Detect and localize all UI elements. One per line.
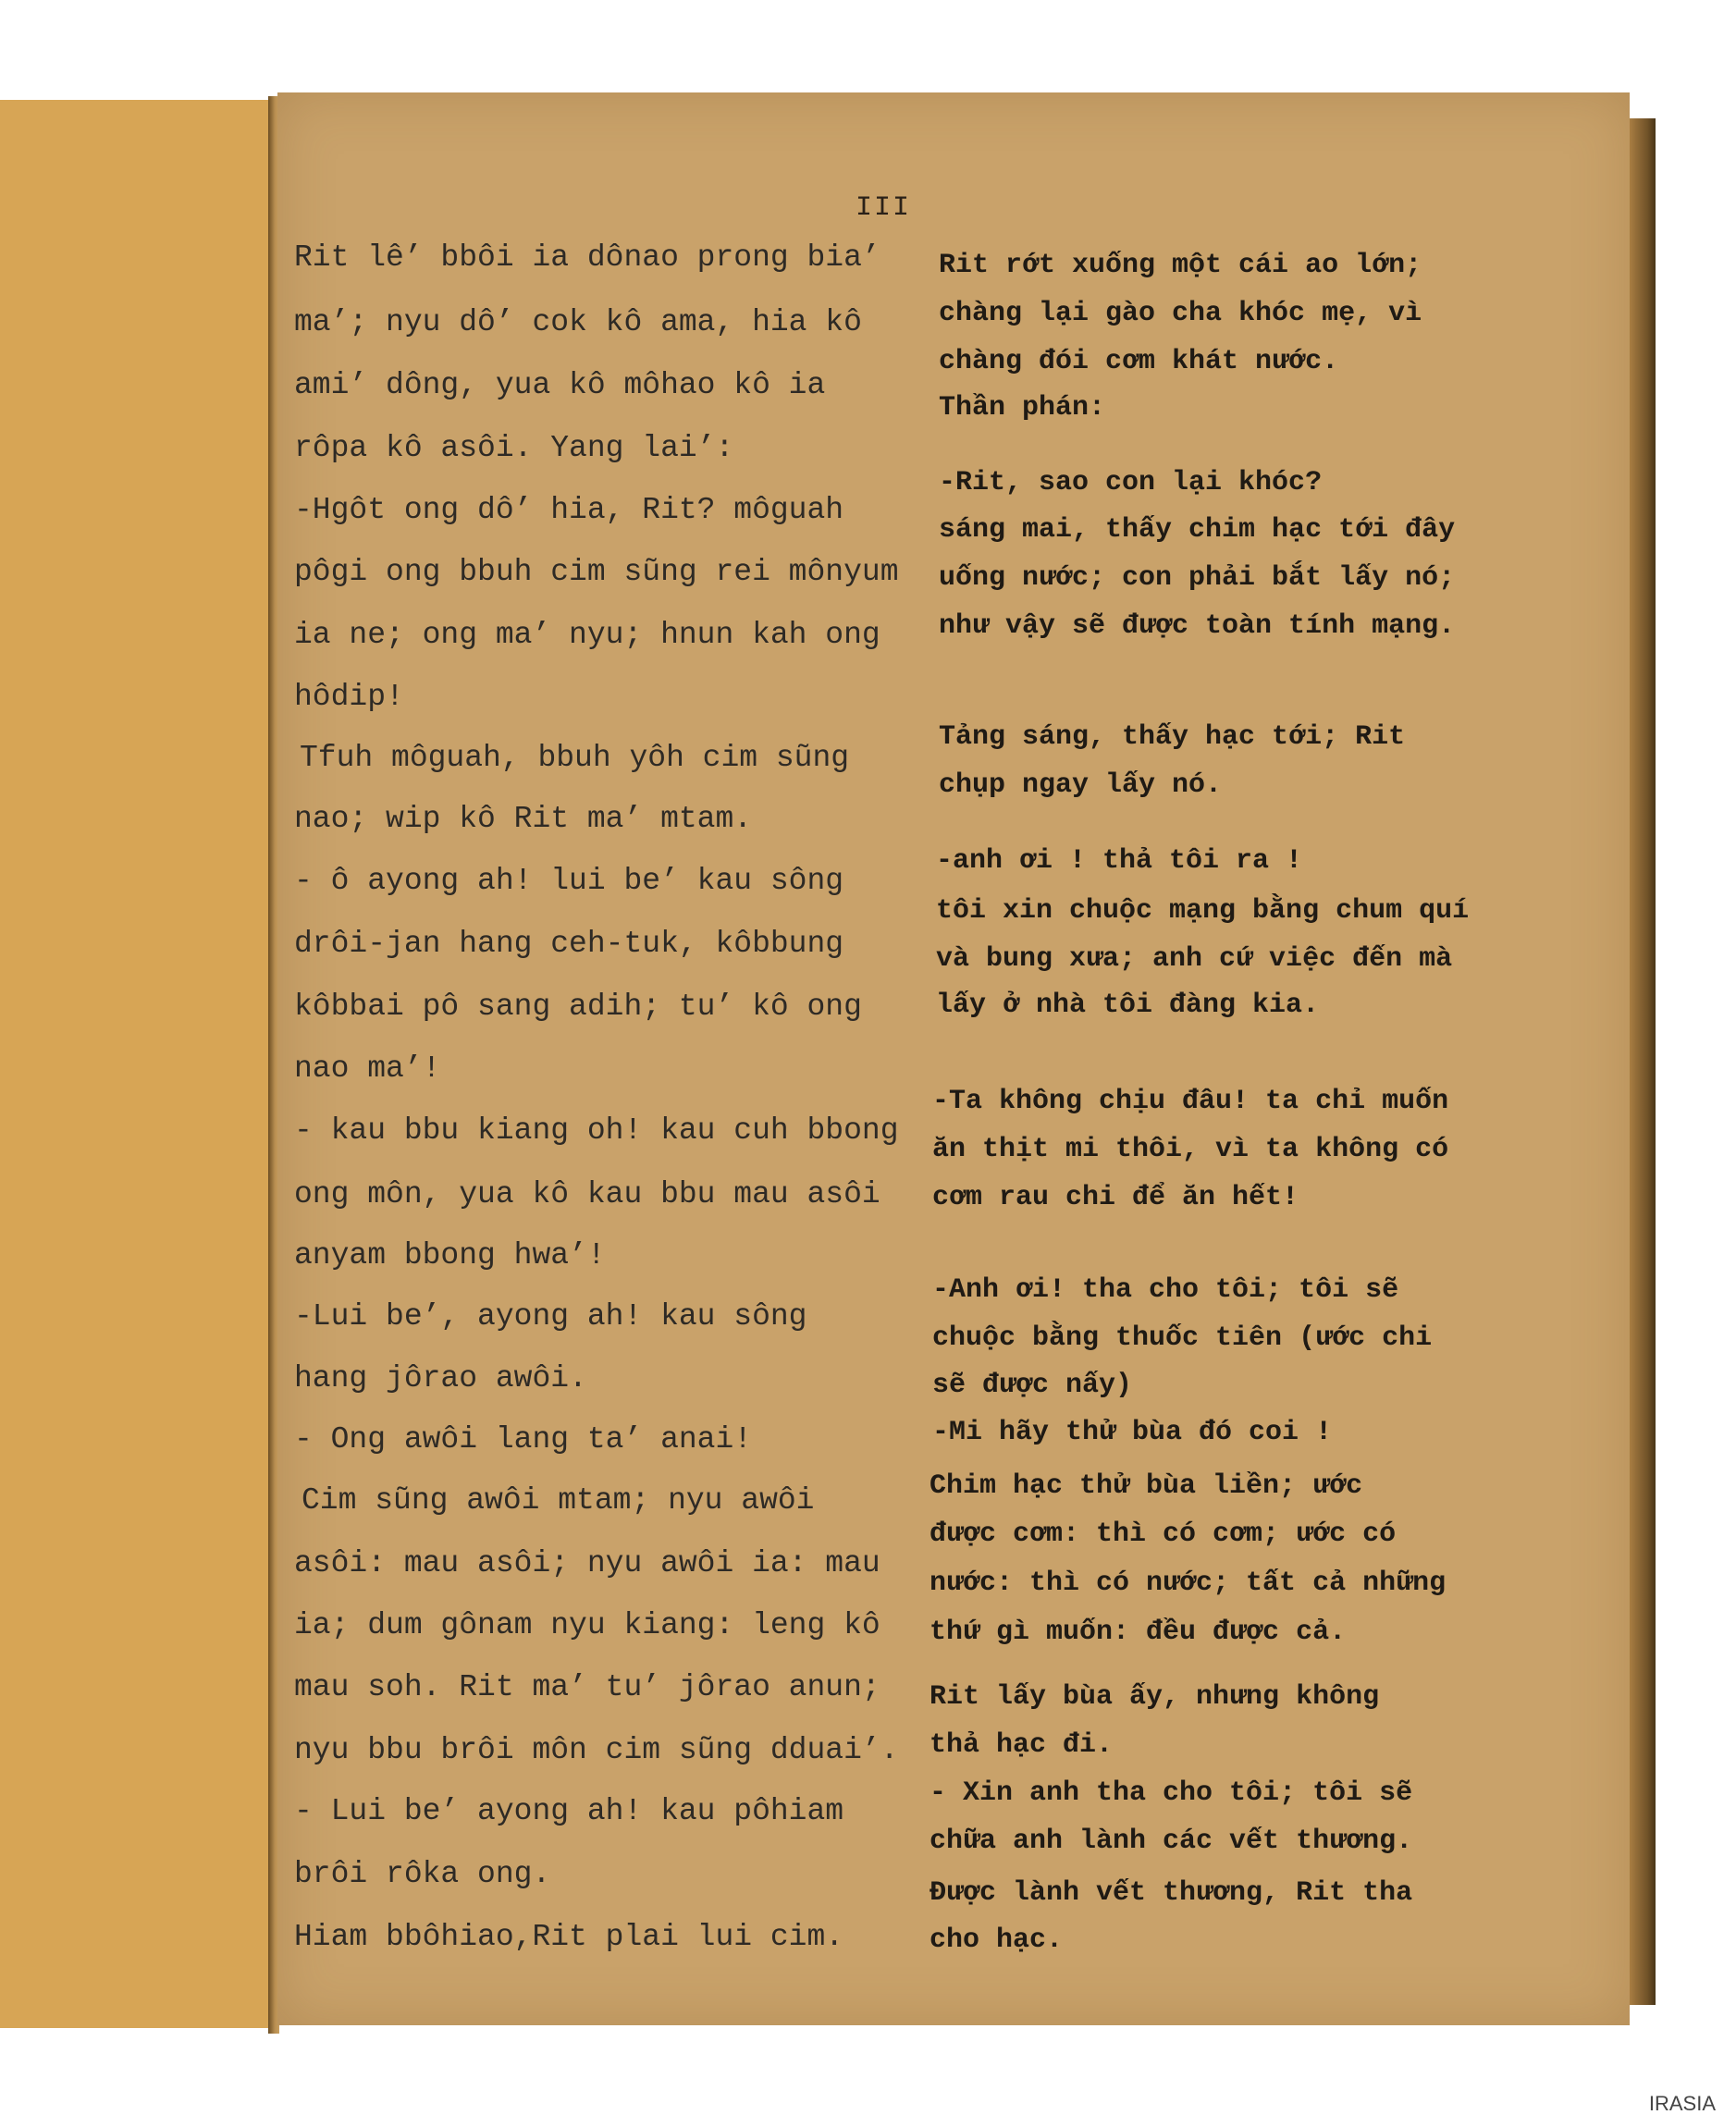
right_column-line: -Mi hãy thử bùa đó coi ! [932,1417,1333,1448]
left_column-line: drôi-jan hang ceh-tuk, kôbbung [294,927,844,961]
left_column-line: Hiam bbôhiao,Rit plai lui cim. [294,1920,844,1954]
left_column-line: nao ma’! [294,1051,441,1086]
right_column-line: uống nước; con phải bắt lấy nó; [939,562,1456,594]
left_column-line: mau soh. Rit ma’ tu’ jôrao anun; [294,1670,880,1704]
left_column-line: anyam bbong hwa’! [294,1238,606,1273]
left_column-line: - Lui be’ ayong ah! kau pôhiam [294,1794,844,1828]
page-number: III [856,192,912,224]
right_column-line: chuộc bằng thuốc tiên (ước chi [932,1322,1433,1354]
right_column-line: - Xin anh tha cho tôi; tôi sẽ [930,1777,1413,1809]
left_column-line: ma’; nyu dô’ cok kô ama, hia kô [294,305,862,339]
left_column-line: Tfuh môguah, bbuh yôh cim sũng [300,741,850,775]
page-edge [1630,118,1656,2005]
left_column-line: pôgi ong bbuh cim sũng rei mônyum [294,555,899,589]
left-page [0,100,271,2028]
left_column-line: rôpa kô asôi. Yang lai’: [294,431,734,465]
right_column-line: sáng mai, thấy chim hạc tới đây [939,514,1456,546]
right_column-line: sẽ được nấy) [932,1370,1133,1401]
right_column-line: lấy ở nhà tôi đàng kia. [936,990,1320,1021]
left_column-line: hang jôrao awôi. [294,1361,587,1395]
left_column-line: ia ne; ong ma’ nyu; hnun kah ong [294,618,880,652]
right_column-line: cho hạc. [930,1924,1064,1956]
right_column-line: tôi xin chuộc mạng bằng chum quí [936,895,1470,927]
left_column-line: -Lui be’, ayong ah! kau sông [294,1299,807,1334]
right_column-line: -anh ơi ! thả tôi ra ! [936,845,1303,877]
left_column-line: - Ong awôi lang ta’ anai! [294,1422,753,1457]
left_column-line: asôi: mau asôi; nyu awôi ia: mau [294,1546,880,1580]
left_column-line: ong môn, yua kô kau bbu mau asôi [294,1177,880,1211]
right_column-line: cơm rau chi để ăn hết! [932,1182,1299,1213]
left_column-line: ami’ dông, yua kô môhao kô ia [294,368,826,402]
left_column-line: - kau bbu kiang oh! kau cuh bbong [294,1113,899,1148]
left_column-line: - ô ayong ah! lui be’ kau sông [294,864,844,898]
watermark: IRASIA [1648,2092,1716,2115]
right_column-line: Thần phán: [939,392,1106,424]
right_column-line: thả hạc đi. [930,1729,1114,1761]
right_column-line: được cơm: thì có cơm; ước có [930,1518,1397,1550]
left_column-line: nao; wip kô Rit ma’ mtam. [294,802,753,836]
left_column-line: -Hgôt ong dô’ hia, Rit? môguah [294,493,844,527]
right_column-line: Chim hạc thử bùa liền; ước [930,1470,1363,1502]
right_column-line: chữa anh lành các vết thương. [930,1826,1413,1857]
right_column-line: Được lành vết thương, Rit tha [930,1877,1413,1909]
right_column-line: chàng lại gào cha khóc mẹ, vì [939,298,1422,329]
right_column-line: chàng đói cơm khát nước. [939,346,1339,377]
left_column-line: brôi rôka ong. [294,1857,551,1891]
right_column-line: Tảng sáng, thấy hạc tới; Rit [939,721,1406,753]
left_column-line: Rit lê’ bbôi ia dônao prong bia’ [294,240,880,275]
right_column-line: thứ gì muốn: đều được cả. [930,1617,1347,1648]
left_column-line: kôbbai pô sang adih; tu’ kô ong [294,990,862,1024]
left_column-line: nyu bbu brôi môn cim sũng dduai’. [294,1733,899,1767]
left_column-line: ia; dum gônam nyu kiang: leng kô [294,1608,880,1642]
right_column-line: -Ta không chịu đâu! ta chỉ muốn [932,1086,1449,1117]
right_column-line: -Anh ơi! tha cho tôi; tôi sẽ [932,1274,1399,1306]
left_column-line: hôdip! [294,680,404,714]
right_column-line: Rit rớt xuống một cái ao lớn; [939,250,1422,281]
right_column-line: Rit lấy bùa ấy, nhưng không [930,1681,1380,1713]
right_column-line: và bung xưa; anh cứ việc đến mà [936,943,1453,975]
right_column-line: nước: thì có nước; tất cả những [930,1568,1447,1599]
left_column-line: Cim sũng awôi mtam; nyu awôi [302,1483,815,1518]
right_column-line: như vậy sẽ được toàn tính mạng. [939,610,1456,642]
right_column-line: chụp ngay lấy nó. [939,769,1223,801]
right_column-line: -Rit, sao con lại khóc? [939,467,1323,498]
right_column-line: ăn thịt mi thôi, vì ta không có [932,1134,1449,1165]
